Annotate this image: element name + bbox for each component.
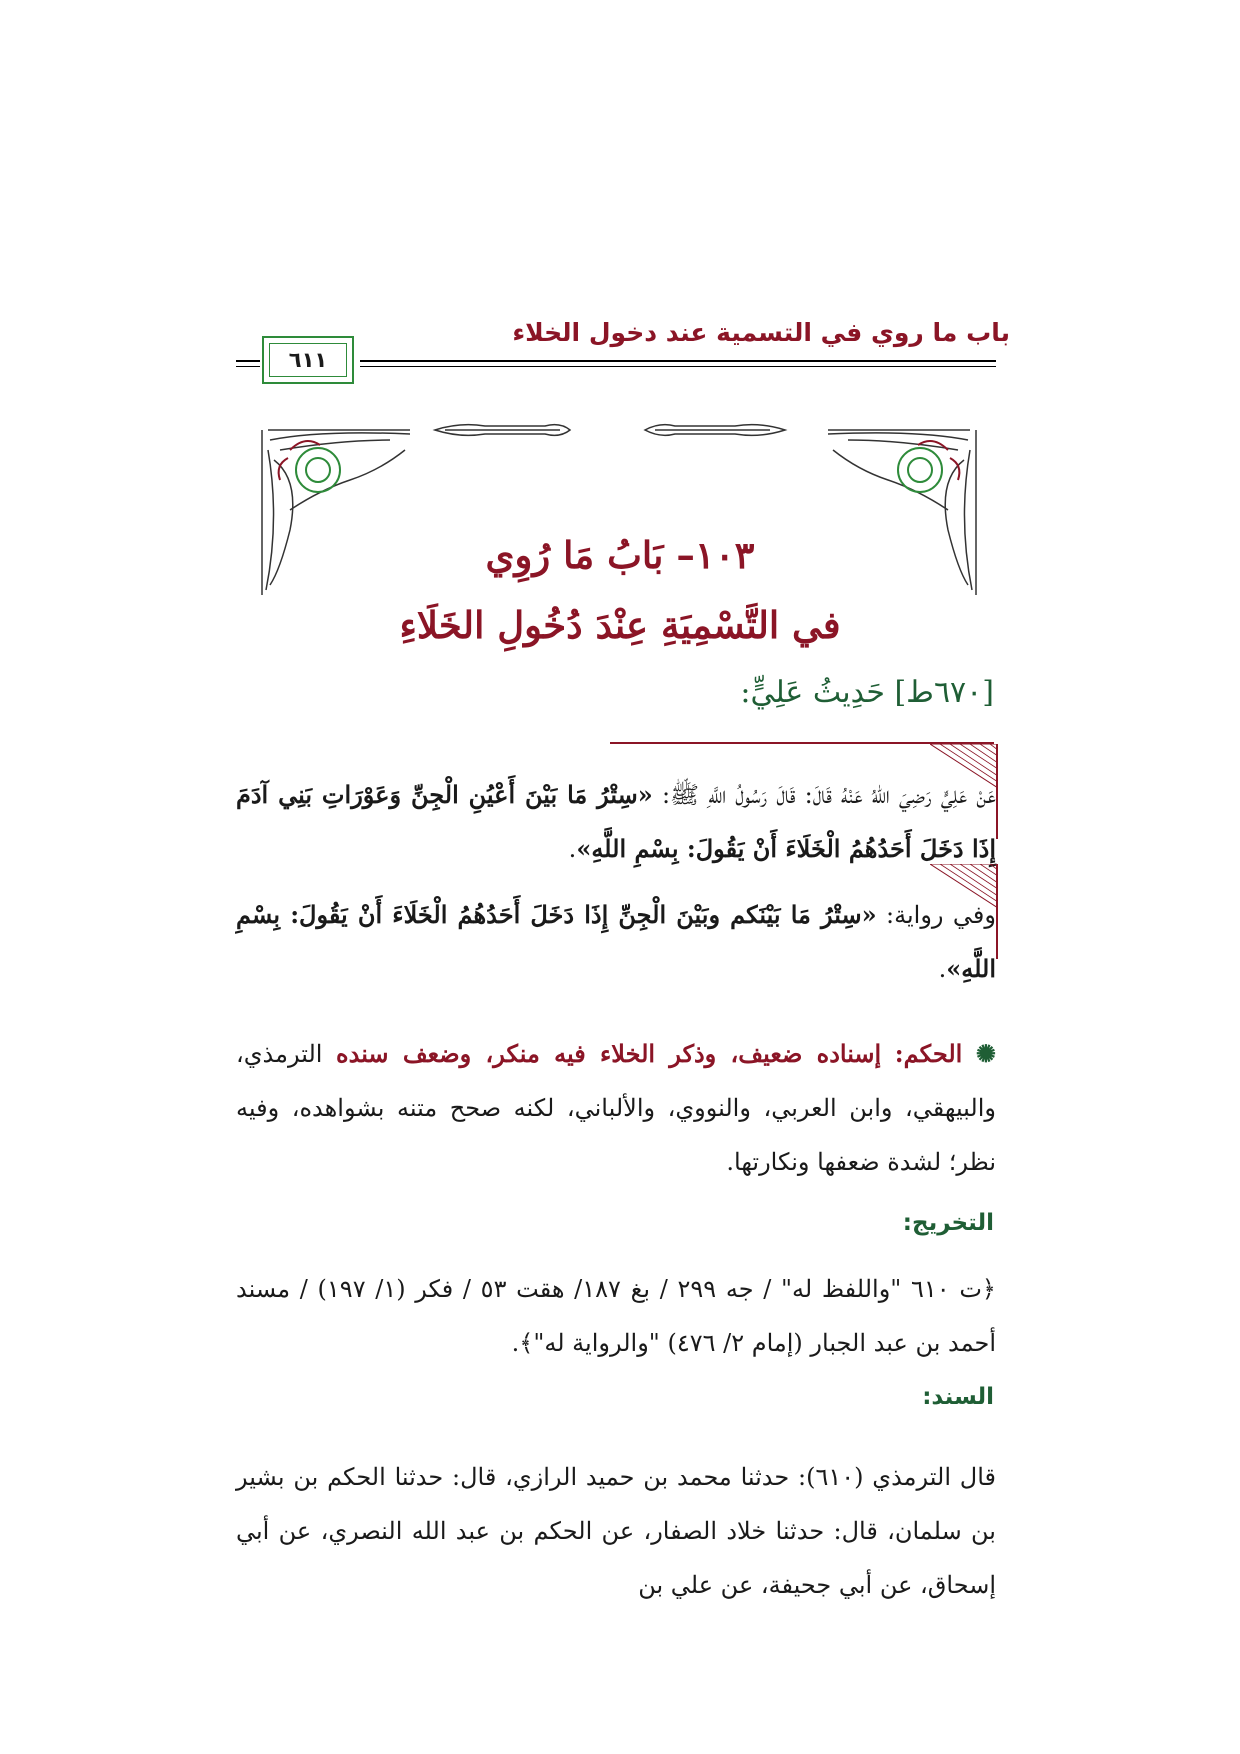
riwaya-matn: «سِتْرُ مَا بَيْنَكم وبَيْنَ الْجِنِّ إِذَا دَخَلَ أَحَدُهُمُ الْخَلَاءَ أَنْ يَقُولَ: بِسْمِ اللَّهِ» <box>236 900 996 983</box>
ruling-rest: الترمذي، والبيهقي، وابن العربي، والنووي، والألباني، لكنه صحح متنه بشواهده، وفيه نظر؛ لشدة ضعفها ونكارتها. <box>236 1040 996 1176</box>
running-title: باب ما روي في التسمية عند دخول الخلاء <box>512 318 1010 347</box>
riwaya-intro: وفي رواية: <box>876 901 996 929</box>
hadith-heading: [٦٧٠ط] حَدِيثُ عَلِيٍّ: <box>740 675 994 710</box>
chapter-title-line-2: في التَّسْمِيَةِ عِنْدَ دُخُولِ الخَلَاءِ <box>399 603 841 647</box>
header-rule-left-thin <box>236 366 260 367</box>
ruling-label: الحكم: <box>894 1039 963 1068</box>
takhrij-label: التخريج: <box>902 1210 994 1236</box>
takhrij-text: ﴿ت ٦١٠ "واللفظ له" / جه ٢٩٩ / بغ ١٨٧/ هقت ٥٣ / فكر (١/ ١٩٧) / مسند أحمد بن عبد الجبار (إمام ٢/ ٤٧٦) "والرواية له"﴾. <box>236 1275 996 1357</box>
hadith-rule-vertical <box>996 744 998 839</box>
page-number: ٦١١ <box>269 343 347 377</box>
riwaya-rule-vertical <box>996 864 998 959</box>
header-rule-right <box>360 360 996 362</box>
chapter-title <box>300 520 940 660</box>
hadith-text <box>236 768 996 876</box>
riwaya-end: . <box>938 955 947 983</box>
hadith-matn: «سِتْرُ مَا بَيْنَ أَعْيُنِ الْجِنِّ وَعَوْرَاتِ بَنِي آدَمَ إِذَا دَخَلَ أَحَدُهُمُ الْخَلَاءَ أَنْ يَقُولَ: بِسْمِ اللَّهِ» <box>236 780 996 863</box>
hadith-end: . <box>568 835 577 863</box>
sanad-text: قال الترمذي (٦١٠): حدثنا محمد بن حميد الرازي، قال: حدثنا الحكم بن بشير بن سلمان، قال: حدثنا خلاد الصفار، عن الحكم بن عبد الله النصري، عن أبي إسحاق، عن أبي جحيفة، عن علي بن <box>236 1463 997 1599</box>
header-rule-left <box>236 360 260 362</box>
chapter-title-line-1: ١٠٣– بَابُ مَا رُوِي <box>485 533 755 577</box>
flower-icon: ✺ <box>975 1039 997 1068</box>
ruling-paragraph <box>236 1027 996 1189</box>
header-rule-right-thin <box>360 366 996 367</box>
ruling-verdict: إسناده ضعيف، وذكر الخلاء فيه منكر، وضعف سنده <box>336 1039 882 1068</box>
sanad-label: السند: <box>922 1384 994 1410</box>
page-number-frame <box>262 336 354 384</box>
riwaya-text <box>236 888 996 996</box>
hadith-intro: عَنْ عَلِيٍّ رَضِيَ اللهُ عَنْهُ قَالَ: قَالَ رَسُولُ اللَّهِ ﷺ: <box>652 781 996 809</box>
